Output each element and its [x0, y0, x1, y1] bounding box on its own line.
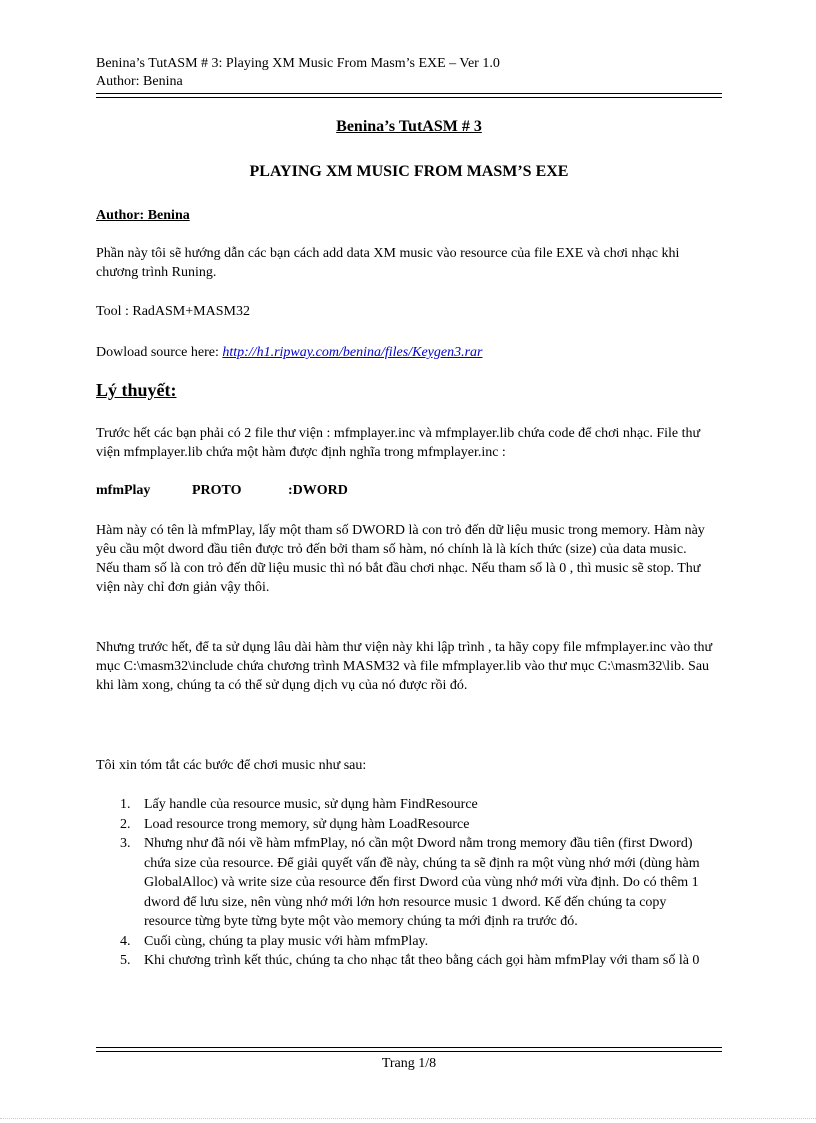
header-author: Author: Benina [96, 74, 183, 89]
list-item-text: Lấy handle của resource music, sử dụng hàm FindResource [144, 797, 478, 812]
header-divider [96, 93, 722, 98]
paragraph-install: Nhưng trước hết, để ta sử dụng lâu dài hàm thư viện này khi lập trình , ta hãy copy file mfmplayer.inc vào thư mục C:\masm32\include chứa chương trình MASM32 và file mfmplayer.lib vào thư mục C:\masm32\lib. Sau khi làm xong, chúng ta có thể sử dụng dịch vụ của nó được rồi đó. [96, 640, 713, 693]
list-item [96, 795, 706, 815]
list-item [96, 834, 706, 932]
paragraph-summary-intro: Tôi xin tóm tắt các bước để chơi music như sau: [96, 758, 367, 773]
proto-type: :DWORD [288, 483, 348, 498]
list-item-number: 5. [120, 953, 131, 968]
list-item [96, 951, 706, 971]
list-item-text: Khi chương trình kết thúc, chúng ta cho nhạc tắt theo bằng cách gọi hàm mfmPlay với tham số là 0 [144, 953, 700, 968]
list-item-text: Load resource trong memory, sử dụng hàm LoadResource [144, 816, 470, 832]
page-number: Trang 1/8 [381, 1056, 437, 1071]
section-heading-theory: Lý thuyết: [96, 380, 177, 400]
proto-declaration [96, 483, 722, 499]
list-item-text: Nhưng như đã nói về hàm mfmPlay, nó cần một Dword nằm trong memory đầu tiên (first Dword) chứa size của resource. Để giải quyết vấn đề này, chúng ta sẽ định ra một vùng nhớ mới (dùng hàm GlobalAlloc) và write size của resource đến first Dword của vùng nhớ mới vừa định. Do có thêm 1 dword để lưu size, nên vùng nhớ mới lớn hơn resource music 1 dword. Kế đến chúng ta copy resource từng byte từng byte một vào memory chúng ta mới định ra trước đó. [144, 836, 700, 929]
page-boundary [0, 1118, 816, 1119]
proto-name: mfmPlay [96, 483, 151, 498]
paragraph-function-stop: Nếu tham số là con trỏ đến dữ liệu music thì nó bắt đầu chơi nhạc. Nếu tham số là 0 , thì music sẽ stop. Thư viện này chỉ đơn giản vậy thôi. [96, 561, 701, 595]
steps-list [96, 795, 706, 971]
tool-line: Tool : RadASM+MASM32 [96, 304, 250, 319]
paragraph-function-description [96, 521, 722, 597]
list-item-number: 3. [120, 836, 131, 851]
paragraph-function-text: Hàm này có tên là mfmPlay, lấy một tham số DWORD là con trỏ đến dữ liệu music trong memory. Hàm này yêu cầu một dword đầu tiên được trỏ đến bởi tham số hàm, nó chính là là kích thức (size) của data music. [96, 523, 705, 557]
proto-keyword: PROTO [192, 483, 242, 498]
download-line [96, 343, 722, 362]
paragraph-libraries: Trước hết các bạn phải có 2 file thư viện : mfmplayer.inc và mfmplayer.lib chứa code để chơi nhạc. File thư viện mfmplayer.lib chứa một hàm được định nghĩa trong mfmplayer.inc : [96, 426, 701, 460]
list-item [96, 815, 706, 835]
document-subtitle: PLAYING XM MUSIC FROM MASM’S EXE [249, 163, 569, 180]
author-line: Author: Benina [96, 208, 190, 223]
list-item-number: 1. [120, 797, 131, 812]
intro-paragraph: Phần này tôi sẽ hướng dẫn các bạn cách add data XM music vào resource của file EXE và chơi nhạc khi chương trình Runing. [96, 246, 680, 280]
list-item-number: 4. [120, 933, 131, 949]
footer-divider [96, 1047, 722, 1052]
list-item-number: 2. [120, 816, 131, 832]
list-item-text: Cuối cùng, chúng ta play music với hàm mfmPlay. [144, 933, 429, 949]
page-header [96, 55, 722, 91]
download-link[interactable]: http://h1.ripway.com/benina/files/Keygen3.rar [222, 345, 483, 360]
header-title: Benina’s TutASM # 3: Playing XM Music From Masm’s EXE – Ver 1.0 [96, 56, 500, 71]
list-item [96, 932, 706, 952]
download-label: Dowload source here: [96, 345, 223, 360]
document-title: Benina’s TutASM # 3 [336, 118, 482, 135]
